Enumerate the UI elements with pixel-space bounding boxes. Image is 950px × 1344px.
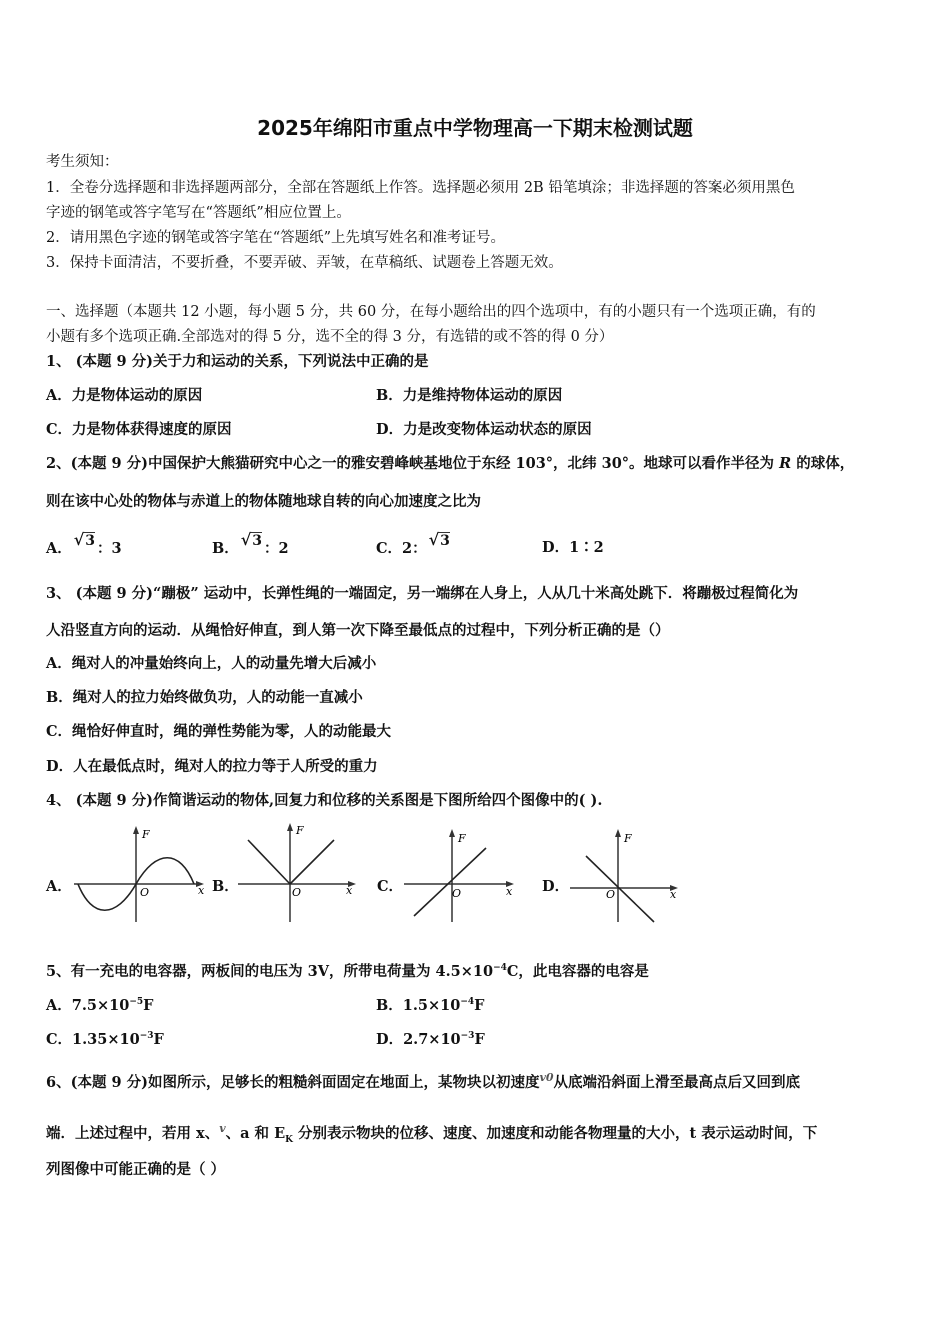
q5-stem-text-a: 5、有一充电的电容器，两板间的电压为 3V，所带电荷量为 4.5×10 — [46, 962, 494, 980]
q6-stem-line-1 — [46, 1073, 912, 1094]
q5-option-a — [46, 992, 153, 1016]
q6-stem-line-2 — [46, 1124, 912, 1150]
q4-graph-b-v-shape — [234, 820, 364, 924]
q4-option-d-label: D． — [542, 878, 570, 895]
q3-stem-line-1: 3、 (本题 9 分)“蹦极” 运动中，长弹性绳的一端固定，另一端绑在人身上，人从几十米高处跳下．将蹦极过程简化为 — [46, 585, 799, 602]
q2-option-a-label: A． — [46, 540, 72, 557]
q4-option-c-label: C． — [377, 878, 404, 895]
page-title: 2025年绵阳市重点中学物理高一下期末检测试题 — [257, 116, 693, 140]
axis-x-label: x — [198, 884, 205, 897]
q6-stem-line-3: 列图像中可能正确的是（ ） — [46, 1161, 226, 1178]
q5-option-b-exponent: −4 — [460, 997, 475, 1007]
axis-f-label: F — [458, 832, 466, 845]
axis-f-label: F — [142, 828, 150, 841]
q5-stem-exponent: −4 — [493, 963, 507, 973]
q2-stem-text-a: 2、(本题 9 分)中国保护大熊猫研究中心之一的雅安碧峰峡基地位于东经 103°，北纬 30°。地球可以看作半径为 — [46, 455, 780, 472]
q4-graph-a-sine — [72, 824, 212, 924]
initial-velocity-symbol: v0 — [539, 1071, 554, 1084]
notice-line-3: 3．保持卡面清洁，不要折叠，不要弄破、弄皱，在草稿纸、试题卷上答题无效。 — [46, 255, 563, 271]
q2-stem-line-1 — [46, 454, 912, 474]
q3-stem-line-2: 人沿竖直方向的运动．从绳恰好伸直，到人第一次下降至最低点的过程中，下列分析正确的是（） — [46, 622, 670, 639]
q5-option-d-base: D．2.7×10 — [376, 1030, 461, 1048]
q4-stem: 4、 (本题 9 分)作简谐运动的物体,回复力和位移的关系图是下图所给四个图像中的( ). — [46, 792, 603, 809]
sqrt-radicand: 3 — [440, 533, 450, 549]
q4-graph-c-positive-line — [400, 826, 522, 924]
q3-option-a: A．绳对人的冲量始终向上，人的动量先增大后减小 — [46, 655, 377, 672]
q2-option-b-rest: ：2 — [264, 540, 289, 557]
q6-stem2-text-c: 分别表示物块的位移、速度、加速度和动能各物理量的大小，t 表示运动时间，下 — [292, 1125, 818, 1142]
q4-option-a-label: A． — [46, 878, 72, 895]
q2-option-b-label: B． — [212, 540, 239, 557]
q6-stem2-text-b: 、a 和 E — [225, 1125, 286, 1142]
axis-f-label: F — [296, 824, 304, 837]
origin-label: O — [292, 886, 302, 899]
q2-option-a-rest: ：3 — [97, 540, 122, 557]
q5-option-c-unit: F — [153, 1030, 164, 1048]
q1-option-c: C．力是物体获得速度的原因 — [46, 421, 232, 438]
origin-label: O — [140, 886, 150, 899]
q5-option-b-unit: F — [474, 996, 485, 1014]
q1-option-d: D．力是改变物体运动状态的原因 — [376, 421, 592, 438]
q5-option-d-exponent: −3 — [460, 1031, 475, 1041]
sqrt-3-icon: √3 — [240, 530, 263, 549]
notice-heading: 考生须知： — [46, 154, 119, 170]
axis-x-label: x — [506, 885, 513, 898]
q5-option-a-exponent: −5 — [129, 997, 144, 1007]
q2-stem-line-2: 则在该中心处的物体与赤道上的物体随地球自转的向心加速度之比为 — [46, 493, 481, 510]
q6-stem2-text-a: 端．上述过程中，若用 x、 — [46, 1125, 220, 1142]
q5-stem — [46, 958, 912, 982]
sqrt-3-icon: √3 — [428, 530, 450, 549]
q2-option-c-label: C．2： — [376, 540, 427, 557]
q3-option-b: B．绳对人的拉力始终做负功，人的动能一直减小 — [46, 689, 363, 706]
q2-option-c — [376, 530, 452, 559]
q5-option-b-base: B．1.5×10 — [376, 996, 461, 1014]
q2-option-d: D．1∶2 — [542, 539, 604, 556]
q2-stem-text-b: 的球体， — [791, 455, 855, 472]
q5-option-a-base: A．7.5×10 — [46, 996, 130, 1014]
q5-option-d — [376, 1026, 485, 1050]
q5-option-c — [46, 1026, 164, 1050]
q3-option-c: C．绳恰好伸直时，绳的弹性势能为零，人的动能最大 — [46, 723, 392, 740]
q6-stem-text-a: 6、(本题 9 分)如图所示，足够长的粗糙斜面固定在地面上，某物块以初速度 — [46, 1074, 540, 1091]
axis-x-label: x — [670, 888, 677, 901]
notice-line-2: 2．请用黑色字迹的钢笔或答字笔在“答题纸”上先填写姓名和准考证号。 — [46, 230, 506, 246]
origin-label: O — [452, 887, 462, 900]
notice-line-1a: 1．全卷分选择题和非选择题两部分，全部在答题纸上作答。选择题必须用 2B 铅笔填涂；非选择题的答案必须用黑色 — [46, 180, 795, 196]
sqrt-radicand: 3 — [85, 533, 96, 549]
q6-stem-text-b: 从底端沿斜面上滑至最高点后又回到底 — [553, 1074, 801, 1091]
q4-option-b-label: B． — [212, 878, 239, 895]
radius-symbol: R — [779, 455, 792, 472]
velocity-symbol: v — [219, 1122, 226, 1135]
q5-option-d-unit: F — [474, 1030, 485, 1048]
sqrt-radicand: 3 — [252, 533, 263, 549]
q4-graph-d-negative-line — [566, 826, 684, 924]
q5-option-b — [376, 992, 484, 1016]
q2-option-a — [46, 530, 122, 559]
sqrt-3-icon: √3 — [73, 530, 96, 549]
axis-x-label: x — [346, 884, 353, 897]
section-heading-line-1: 一、选择题（本题共 12 小题，每小题 5 分，共 60 分，在每小题给出的四个选项中，有的小题只有一个选项正确，有的 — [46, 304, 816, 320]
q1-option-a: A．力是物体运动的原因 — [46, 387, 203, 404]
q5-option-c-exponent: −3 — [139, 1031, 154, 1041]
q5-option-c-base: C．1.35×10 — [46, 1030, 140, 1048]
q5-option-a-unit: F — [143, 996, 154, 1014]
q2-option-b — [212, 530, 289, 559]
origin-label: O — [606, 888, 616, 901]
notice-line-1b: 字迹的钢笔或答字笔写在“答题纸”相应位置上。 — [46, 205, 351, 221]
axis-f-label: F — [624, 832, 632, 845]
section-heading-line-2: 小题有多个选项正确.全部选对的得 5 分，选不全的得 3 分，有选错的或不答的得 0 分） — [46, 329, 614, 345]
q1-stem: 1、 (本题 9 分)关于力和运动的关系，下列说法中正确的是 — [46, 353, 429, 370]
kinetic-energy-subscript: K — [285, 1134, 293, 1145]
q3-option-d: D．人在最低点时，绳对人的拉力等于人所受的重力 — [46, 758, 378, 775]
q5-stem-text-b: C，此电容器的电容是 — [506, 962, 649, 980]
q1-option-b: B．力是维持物体运动的原因 — [376, 387, 563, 404]
